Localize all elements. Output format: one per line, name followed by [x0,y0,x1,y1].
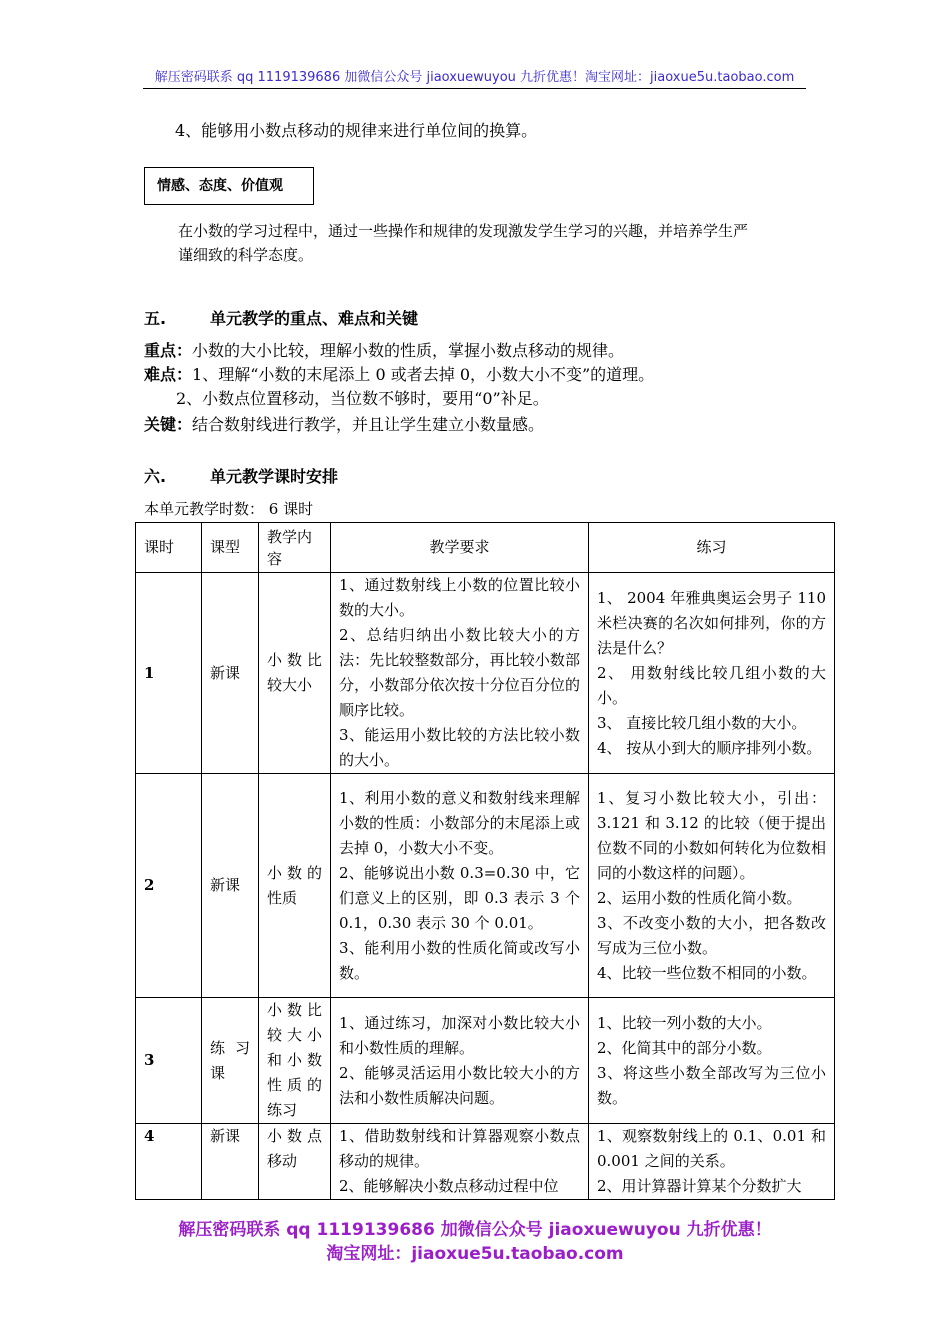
lesson-content: 小数比较大小 [259,573,331,774]
section-5-heading [144,306,418,329]
section-5-title: 单元教学的重点、难点和关键 [210,309,419,328]
lesson-number: 3 [136,998,202,1124]
schedule-table [135,522,835,1200]
section-6-heading [144,464,338,487]
emotion-heading-box: 情感、态度、价值观 [144,167,314,205]
table-row [136,573,835,774]
lesson-requirement [331,573,589,774]
lesson-content: 小数比较大小和小数性质的练习 [259,998,331,1124]
practice-item: 1、观察数射线上的 0.1、0.01 和 0.001 之间的关系。 [597,1127,826,1170]
practice-item: 3、将这些小数全部改写为三位小数。 [597,1063,826,1107]
lesson-requirement [331,1124,589,1200]
crux-point [144,412,544,437]
practice-item: 2、用计算器计算某个分数扩大 [597,1177,802,1195]
lesson-number: 4 [136,1124,202,1200]
lesson-requirement [331,774,589,998]
requirement-item: 3、能利用小数的性质化简或改写小数。 [339,938,580,982]
lesson-practice [589,998,835,1124]
lesson-content: 小数的性质 [259,774,331,998]
header-content: 教学内容 [259,523,331,573]
footer-line-1: 解压密码联系 qq 1119139686 加微信公众号 jiaoxuewuyou 九折优惠！ [178,1220,772,1240]
difficult-label: 难点： [144,365,193,384]
requirement-item: 1、借助数射线和计算器观察小数点移动的规律。 [339,1127,580,1170]
requirement-item: 2、总结归纳出小数比较大小的方法：先比较整数部分，再比较小数部分，小数部分依次按十分位百分位的顺序比较。 [339,626,580,719]
goal-4: 4、能够用小数点移动的规律来进行单位间的换算。 [175,121,538,140]
practice-item: 1、比较一列小数的大小。 [597,1013,772,1032]
section-6-title: 单元教学课时安排 [210,467,339,486]
table-header-row [136,523,835,573]
section-6-number: 六. [144,467,167,486]
emotion-paragraph [178,219,818,267]
section-5-number: 五. [144,309,167,328]
requirement-item: 2、能够灵活运用小数比较大小的方法和小数性质解决问题。 [339,1063,580,1107]
practice-item: 3、 直接比较几组小数的大小。 [597,713,807,732]
lesson-content: 小数点移动 [259,1124,331,1200]
table-row [136,774,835,998]
lesson-number: 1 [136,573,202,774]
requirement-item: 3、能运用小数比较的方法比较小数的大小。 [339,726,580,769]
emotion-line-2: 谨细致的科学态度。 [178,246,314,264]
lesson-type: 新课 [202,1124,259,1200]
lesson-requirement [331,998,589,1124]
lesson-practice [589,573,835,774]
lesson-type: 新课 [202,573,259,774]
header-practice: 练习 [589,523,835,573]
practice-item: 4、 按从小到大的顺序排列小数。 [597,738,822,757]
page-header: 解压密码联系 qq 1119139686 加微信公众号 jiaoxuewuyou 九折优惠！淘宝网址：jiaoxue5u.taobao.com [143,66,806,89]
header-lesson: 课时 [136,523,202,573]
key-text: 小数的大小比较，理解小数的性质，掌握小数点移动的规律。 [192,341,625,360]
header-type: 课型 [202,523,259,573]
crux-text: 结合数射线进行教学，并且让学生建立小数量感。 [192,415,545,434]
lesson-practice [589,774,835,998]
crux-label: 关键： [144,415,193,434]
practice-item: 3、不改变小数的大小，把各数改写成为三位小数。 [597,913,826,957]
table-row [136,1124,835,1200]
practice-item: 2、化简其中的部分小数。 [597,1038,772,1057]
practice-item: 4、比较一些位数不相同的小数。 [597,963,817,982]
requirement-item: 2、能够说出小数 0.3=0.30 中，它们意义上的区别，即 0.3 表示 3 个 0.1，0.30 表示 30 个 0.01。 [339,863,580,932]
key-label: 重点： [144,341,193,360]
lesson-type: 练习课 [202,998,259,1124]
difficult-text-1: 1、理解“小数的末尾添上 0 或者去掉 0，小数大小不变”的道理。 [192,365,655,384]
practice-item: 2、 用数射线比较几组小数的大小。 [597,663,826,707]
lesson-type: 新课 [202,774,259,998]
practice-item: 2、运用小数的性质化简小数。 [597,888,802,907]
practice-item: 1、 2004 年雅典奥运会男子 110 米栏决赛的名次如何排列，你的方法是什么？ [597,588,826,657]
table-row [136,998,835,1124]
hours-note: 本单元教学时数： 6 课时 [144,500,314,518]
header-requirement: 教学要求 [331,523,589,573]
key-point [144,338,624,363]
requirement-item: 1、通过数射线上小数的位置比较小数的大小。 [339,576,580,619]
lesson-practice [589,1124,835,1200]
requirement-item: 1、利用小数的意义和数射线来理解小数的性质：小数部分的末尾添上或去掉 0，小数大小不变。 [339,788,580,857]
emotion-line-1: 在小数的学习过程中，通过一些操作和规律的发现激发学生学习的兴趣，并培养学生严 [178,222,749,240]
difficult-text-2: 2、小数点位置移动，当位数不够时，要用“0”补足。 [176,389,549,408]
lesson-number: 2 [136,774,202,998]
difficult-point [144,362,654,387]
requirement-item: 2、能够解决小数点移动过程中位 [339,1177,559,1195]
practice-item: 1、复习小数比较大小，引出：3.121 和 3.12 的比较（便于提出位数不同的小数如何转化为位数相同的小数这样的问题）。 [597,788,826,882]
footer-line-2: 淘宝网址：jiaoxue5u.taobao.com [326,1244,624,1264]
requirement-item: 1、通过练习，加深对小数比较大小和小数性质的理解。 [339,1013,580,1057]
